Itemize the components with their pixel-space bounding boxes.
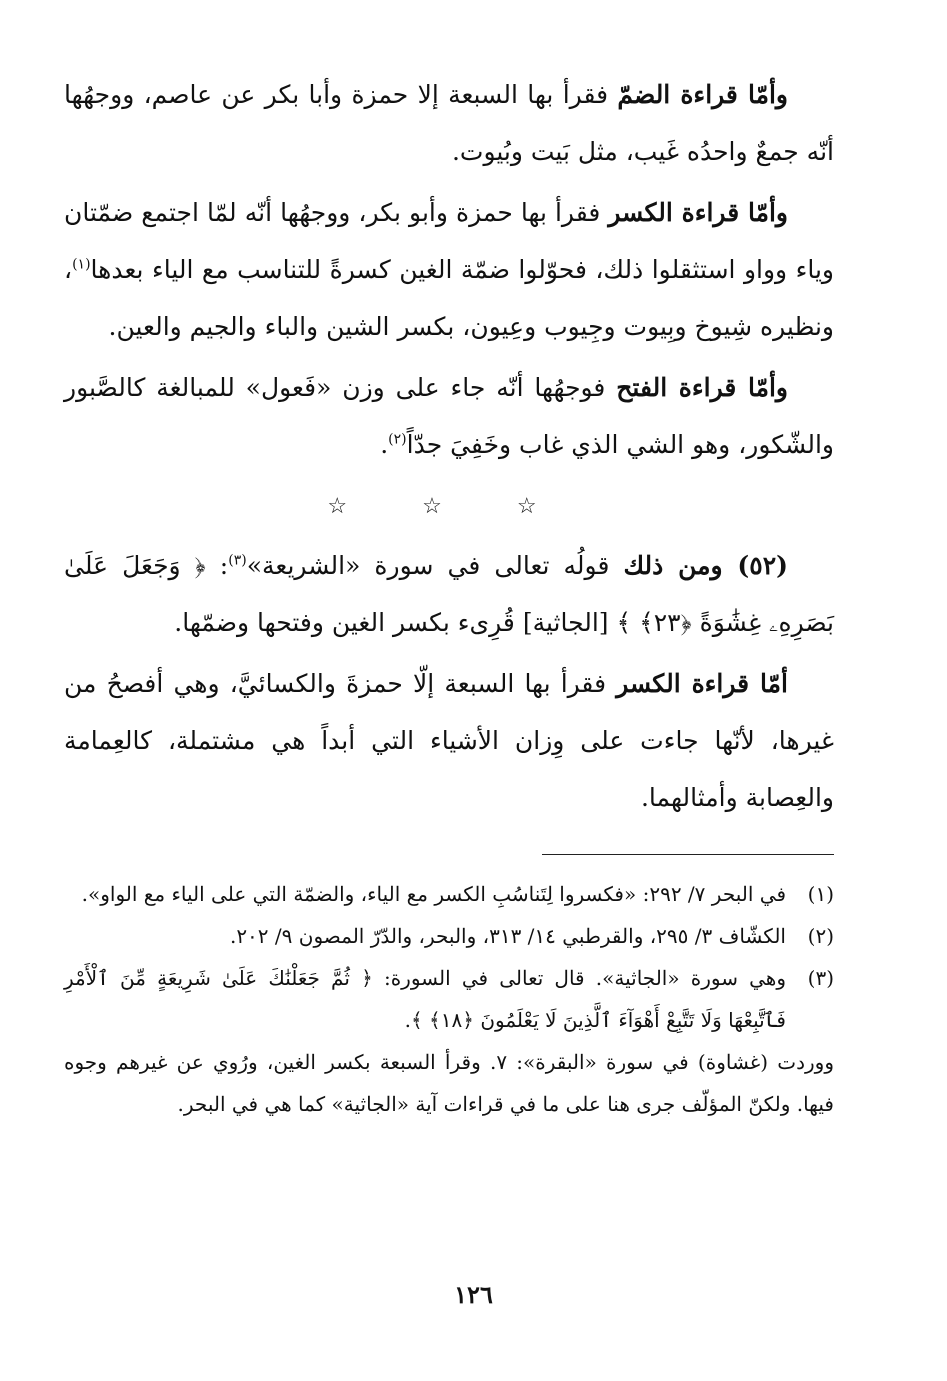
paragraph-heading: أمّا قراءة الكسر [616, 669, 788, 698]
quran-verse: ﴿ وَجَعَلَ عَلَىٰ بَصَرِهِۦ غِشَٰوَةً ﴿٢٣﴾ ﴾ [64, 551, 834, 637]
paragraph-text-continued: [الجاثية] قُرِىء بكسر الغين وفتحها وضمّها. [174, 608, 617, 637]
paragraph-damm-reading [64, 66, 834, 180]
section-number-heading: (٥٢) ومن ذلك [623, 551, 788, 580]
paragraph-section-52 [64, 537, 834, 651]
paragraph-text: فقرأ بها حمزة وأبو بكر، ووجهُها أنّه لمّا اجتمع ضمّتان وياء وواو استثقلوا ذلك، فحوّلوا ضمّة الغين كسرةً للتناسب مع الياء بعدها [64, 198, 834, 284]
footnote-text-wrapper [64, 957, 786, 1041]
paragraph-heading: وأمّا قراءة الضمّ [617, 80, 788, 109]
footnote-text: في البحر ٧/ ٢٩٢: «فكسروا لِتَناسُبِ الكسر مع الياء، والضمّة التي على الياء مع الواو». [81, 882, 786, 906]
footnote-text-end: . [404, 1008, 411, 1032]
footnote-ref-3[interactable]: (٣) [228, 552, 247, 569]
footnote-text: وهي سورة «الجاثية». قال تعالى في السورة: [372, 966, 786, 990]
paragraph-kasr-seven [64, 655, 834, 826]
paragraph-text: فقرأ بها السبعة إلّا حمزةَ والكسائيَّ، وهي أفصحُ من غيرها، لأنّها جاءت على وِزان الأشياء التي أبداً هي مشتملة، كالعِمامة والعِصابة وأمثالهما. [64, 669, 834, 812]
footnote-ref-2[interactable]: (٢) [388, 431, 407, 448]
page-body [64, 66, 834, 1125]
footnote-1 [64, 873, 834, 915]
footnote-number: (٣) [807, 966, 834, 990]
footnotes-list [64, 873, 834, 1125]
footnote-3 [64, 957, 834, 1041]
section-separator-stars: ☆ ☆ ☆ [327, 494, 571, 519]
paragraph-text-continued: . [380, 430, 389, 459]
paragraph-fath-reading [64, 359, 834, 473]
paragraph-text-mid: : [205, 551, 229, 580]
paragraph-heading: وأمّا قراءة الكسر [608, 198, 788, 227]
quran-verse: ﴿ ثُمَّ جَعَلْنَٰكَ عَلَىٰ شَرِيعَةٍ مِّنَ ٱلْأَمْرِ فَٱتَّبِعْهَا وَلَا تَتَّبِعْ أَهْوَآءَ ٱلَّذِينَ لَا يَعْلَمُونَ ﴿١٨﴾ ﴾ [64, 966, 786, 1032]
footnote-ref-1[interactable]: (١) [72, 256, 91, 273]
footnote-2 [64, 915, 834, 957]
footnote-text: الكشّاف ٣/ ٢٩٥، والقرطبي ١٤/ ٣١٣، والبحر، والدّرّ المصون ٩/ ٢٠٢. [229, 924, 786, 948]
page-number: ١٢٦ [454, 1280, 493, 1309]
footnote-number: (٢) [807, 924, 834, 948]
paragraph-kasr-reading [64, 184, 834, 355]
footnote-number: (١) [807, 882, 834, 906]
paragraph-heading: وأمّا قراءة الفتح [616, 373, 788, 402]
footnote-divider [542, 854, 834, 855]
paragraph-text-continued: ، ونظيره شِيوخ وبِيوت وجِيوب وعِيون، بكسر الشين والباء والجيم والعين. [64, 255, 834, 341]
paragraph-text: قولُه تعالى في سورة «الشريعة» [246, 551, 624, 580]
paragraph-text: فقرأ بها السبعة إلا حمزة وأبا بكر عن عاصم، ووجهُها أنّه جمعٌ واحدُه غَيب، مثل بَيت وبُيوت. [64, 80, 834, 166]
paragraph-text: فوجهُها أنّه جاء على وزن «فَعول» للمبالغة كالصَّبور والشّكور، وهو الشي الذي غاب وخَفِيَ جدّاً [64, 373, 834, 459]
footnote-continuation: ووردت (غشاوة) في سورة «البقرة»: ٧. وقرأ السبعة بكسر الغين، ورُوي عن غيرهم وجوه فيها. ولكنّ المؤلّف جرى هنا على ما في قراءات آية «الجاثية» كما هي في البحر. [64, 1050, 834, 1116]
